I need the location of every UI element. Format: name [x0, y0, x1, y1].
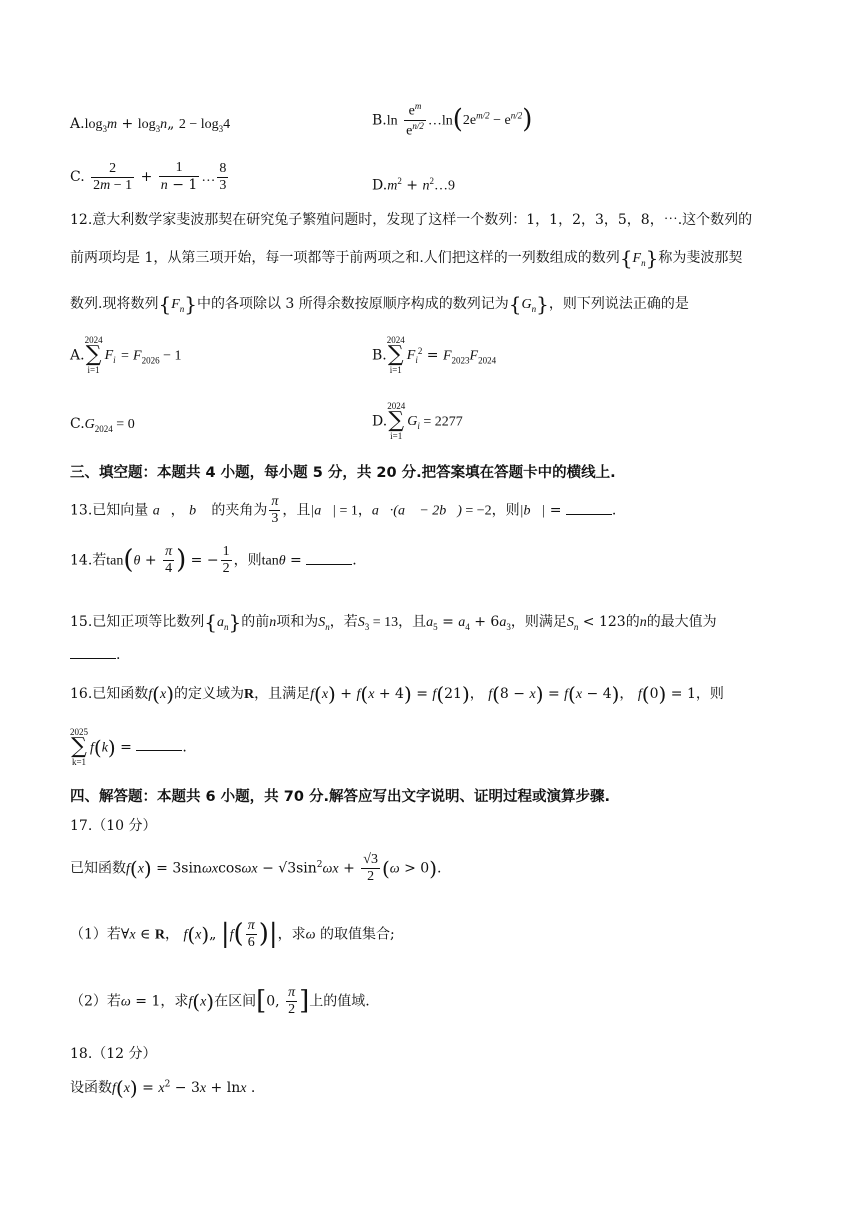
- q17-function: 已知函数$f(x) = 3\sin\omega xcos\omega x - √3\sin^2\omega x$ + $\frac{√3}{2}$ (ω > 0).: [70, 852, 442, 885]
- q14: 14.若tan(θ + $\frac{\pi}{4}$ ) = − $\frac{1}{2}$ ，则tanθ = .: [70, 544, 357, 577]
- q18-heading: 18.（12 分）: [70, 1046, 157, 1062]
- q12-line3: 数列.现将数列$\{F_n\}$中的各项除以 3 所得余数按原顺序构成的数列记为$\{G_n\}$，则下列说法正确的是: [70, 292, 689, 316]
- q15-line2: .: [70, 646, 120, 664]
- q18-function: 设函数$f(x) = x^2 - 3x + \ln x$ .: [70, 1076, 256, 1100]
- q13: 13.已知向量 a⃗， b⃗ 的夹角为 $\frac{\pi}{3}$ ，且|a⃗| = 1，a⃗·(a⃗ − 2b⃗) = −2，则|b⃗| = .: [70, 494, 617, 527]
- q17-heading: 17.（10 分）: [70, 818, 157, 834]
- q12-option-c: $C.G_{2024} = 0$: [70, 416, 135, 434]
- q12-line1: 12.意大利数学家斐波那契在研究兔子繁殖问题时，发现了这样一个数列：1，1，2，3，5，8，⋯.这个数列的: [70, 212, 753, 228]
- q17-part1: （1）若∀x ∈ R， f(x)„ |f( $\frac{\pi}{6}$ )|，求ω 的取值集合;: [70, 918, 395, 951]
- q11-option-d: $D.m^2$ + $n^2\dots 9$: [372, 176, 455, 194]
- q12-option-b: B. 2024 ∑ i=1 $F_i^2 = F_{2023}F_{2024}$: [372, 335, 497, 375]
- q17-part2: （2）若ω = 1，求f(x)在区间[0, $\frac{\pi}{2}$ ]上的值域.: [70, 985, 370, 1018]
- q12-option-d: D. 2024 ∑ i=1 $G_i = 2277$: [372, 401, 463, 441]
- section-3-heading: 三、填空题：本题共 4 小题，每小题 5 分，共 20 分.把答案填在答题卡中的横线上.: [70, 465, 616, 481]
- section-4-heading: 四、解答题：本题共 6 小题，共 70 分.解答应写出文字说明、证明过程或演算步骤.: [70, 789, 610, 805]
- q11-option-c: C. $\frac{2}{2m - 1}$ + $\frac{1}{n - 1}$ … $\frac{8}{3}$: [70, 160, 227, 194]
- q16-line2: 2025 ∑ k=1 f(k) = .: [70, 727, 187, 767]
- q12-option-a: A. 2024 ∑ i=1 $F_i = F_{2026} - 1$: [70, 335, 182, 375]
- q11-option-a: $A.\log_3m$ + $\log_3n„$ $2 - \log_34$: [70, 116, 231, 134]
- q11-option-b: B.ln $\frac{e^m}{e^{n/2}}$ $\dots\ln(2e^{m/2} - e^{n/2})$: [372, 101, 533, 139]
- q15-line1: 15.已知正项等比数列$\{a_n\}$的前n项和为$S_n$，若$S_3 = 13$，且$a_5 = a_4 + 6a_3$，则满足$S_n < 123$的n的最大值为: [70, 610, 717, 634]
- q16-line1: 16.已知函数f(x)的定义域为R，且满足f(x) + f(x + 4) = f(21)， f(8 − x) = f(x − 4)， f(0) = 1，则: [70, 682, 724, 706]
- q12-line2: 前两项均是 1，从第三项开始，每一项都等于前两项之和.人们把这样的一列数组成的数列$\{F_n\}$称为斐波那契: [70, 246, 743, 270]
